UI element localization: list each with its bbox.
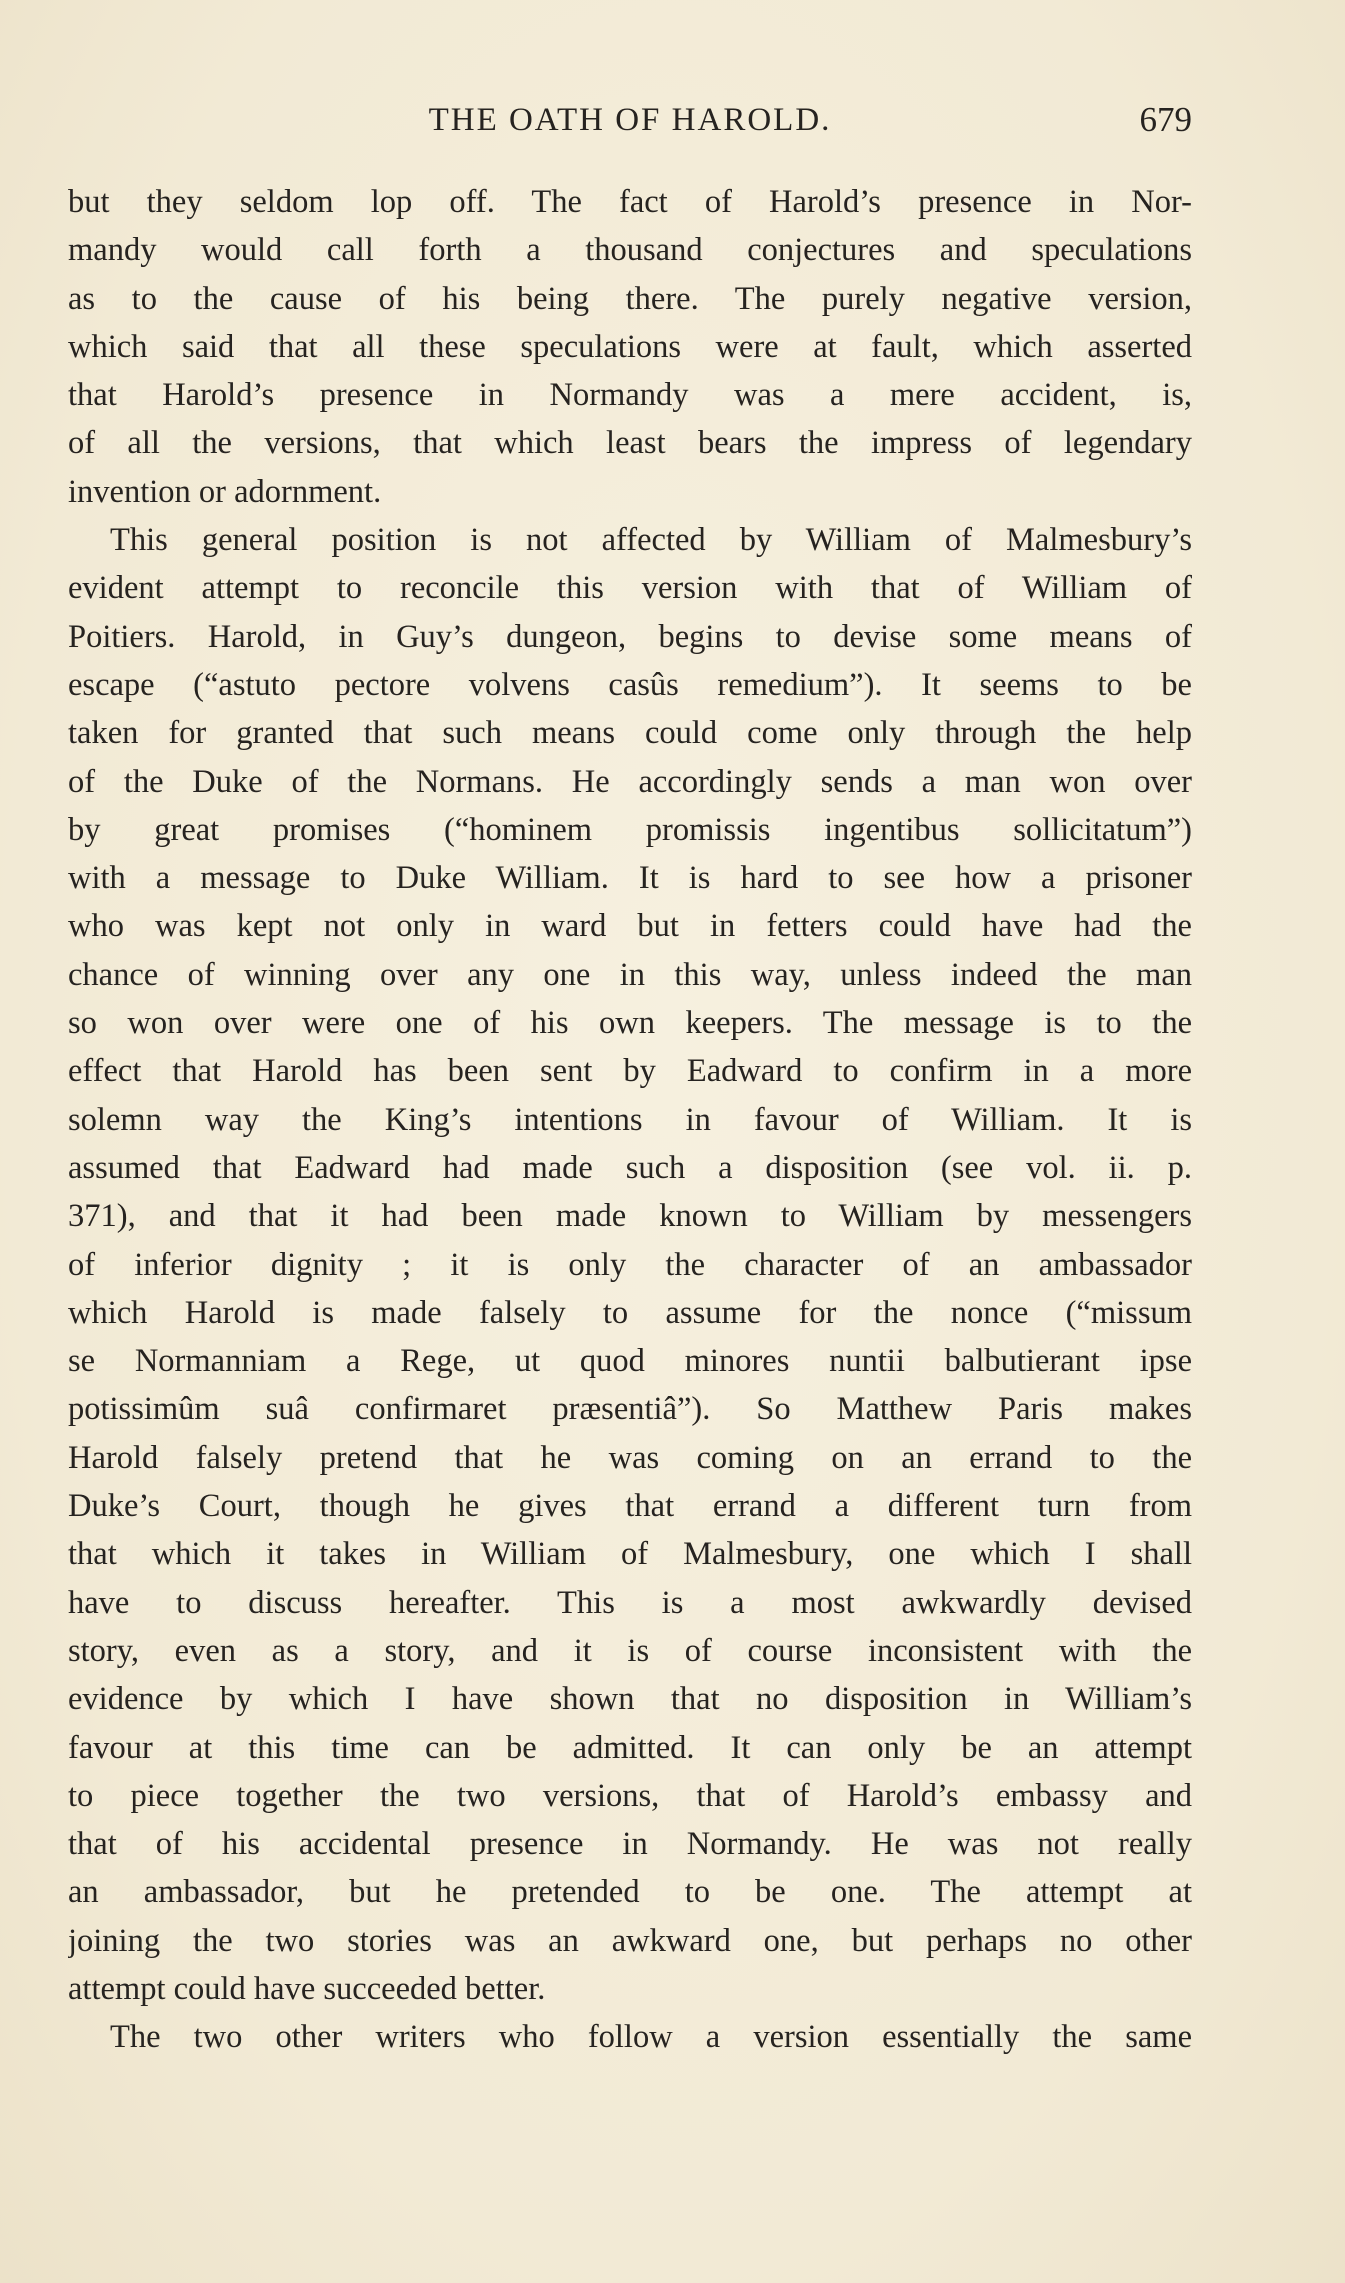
text-line: evidence by which I have shown that no disposition in William’s	[68, 1681, 1192, 1718]
text-line: chance of winning over any one in this way, unless indeed the man	[68, 956, 1192, 993]
paragraph-first-line: The two other writers who follow a version essentially the same	[110, 2019, 1192, 2056]
text-line: who was kept not only in ward but in fetters could have had the	[68, 908, 1192, 945]
text-line: by great promises (“hominem promissis ingentibus sollicitatum”)	[68, 811, 1192, 848]
text-line: mandy would call forth a thousand conjectures and speculations	[68, 232, 1192, 269]
text-line: Poitiers. Harold, in Guy’s dungeon, begins to devise some means of	[68, 618, 1192, 655]
text-line: an ambassador, but he pretended to be one. The attempt at	[68, 1874, 1192, 1911]
text-line: invention or adornment.	[68, 473, 382, 510]
text-line: Duke’s Court, though he gives that errand a different turn from	[68, 1488, 1192, 1525]
text-line: that which it takes in William of Malmesbury, one which I shall	[68, 1536, 1192, 1573]
body-text	[68, 178, 1192, 2062]
text-line: effect that Harold has been sent by Eadward to confirm in a more	[68, 1053, 1192, 1090]
text-line: assumed that Eadward had made such a disposition (see vol. ii. p.	[68, 1149, 1192, 1186]
text-line: escape (“astuto pectore volvens casûs remedium”). It seems to be	[68, 666, 1192, 703]
text-line: evident attempt to reconcile this version with that of William of	[68, 570, 1192, 607]
text-line: so won over were one of his own keepers. The message is to the	[68, 1005, 1192, 1042]
text-line: of the Duke of the Normans. He accordingly sends a man won over	[68, 763, 1192, 800]
text-line: se Normanniam a Rege, ut quod minores nuntii balbutierant ipse	[68, 1343, 1192, 1380]
text-line: which said that all these speculations were at fault, which asserted	[68, 328, 1192, 365]
text-line: taken for granted that such means could come only through the help	[68, 715, 1192, 752]
text-line: with a message to Duke William. It is hard to see how a prisoner	[68, 860, 1192, 897]
running-head	[68, 95, 1192, 145]
text-line: but they seldom lop off. The fact of Harold’s presence in Nor-	[68, 184, 1192, 220]
text-line: potissimûm suâ confirmaret præsentiâ”). So Matthew Paris makes	[68, 1391, 1192, 1428]
text-line: as to the cause of his being there. The purely negative version,	[68, 280, 1192, 317]
text-line: solemn way the King’s intentions in favour of William. It is	[68, 1101, 1192, 1138]
text-line: attempt could have succeeded better.	[68, 1970, 546, 2007]
text-line: to piece together the two versions, that of Harold’s embassy and	[68, 1777, 1192, 1814]
page-number: 679	[1139, 100, 1192, 139]
text-line: that of his accidental presence in Normandy. He was not really	[68, 1826, 1192, 1863]
text-line: favour at this time can be admitted. It can only be an attempt	[68, 1729, 1192, 1766]
text-line: of all the versions, that which least bears the impress of legendary	[68, 425, 1192, 462]
text-line: 371), and that it had been made known to William by messengers	[68, 1198, 1192, 1235]
text-line: have to discuss hereafter. This is a most awkwardly devised	[68, 1584, 1192, 1621]
text-line: Harold falsely pretend that he was coming on an errand to the	[68, 1439, 1192, 1476]
paragraph-first-line: This general position is not affected by William of Malmesbury’s	[110, 522, 1192, 559]
text-line: that Harold’s presence in Normandy was a mere accident, is,	[68, 377, 1192, 414]
text-line: which Harold is made falsely to assume for the nonce (“missum	[68, 1294, 1192, 1331]
text-line: joining the two stories was an awkward one, but perhaps no other	[68, 1922, 1192, 1959]
text-line: of inferior dignity ; it is only the character of an ambassador	[68, 1246, 1192, 1283]
text-line: story, even as a story, and it is of course inconsistent with the	[68, 1632, 1192, 1669]
running-head-title: THE OATH OF HAROLD.	[428, 102, 832, 138]
